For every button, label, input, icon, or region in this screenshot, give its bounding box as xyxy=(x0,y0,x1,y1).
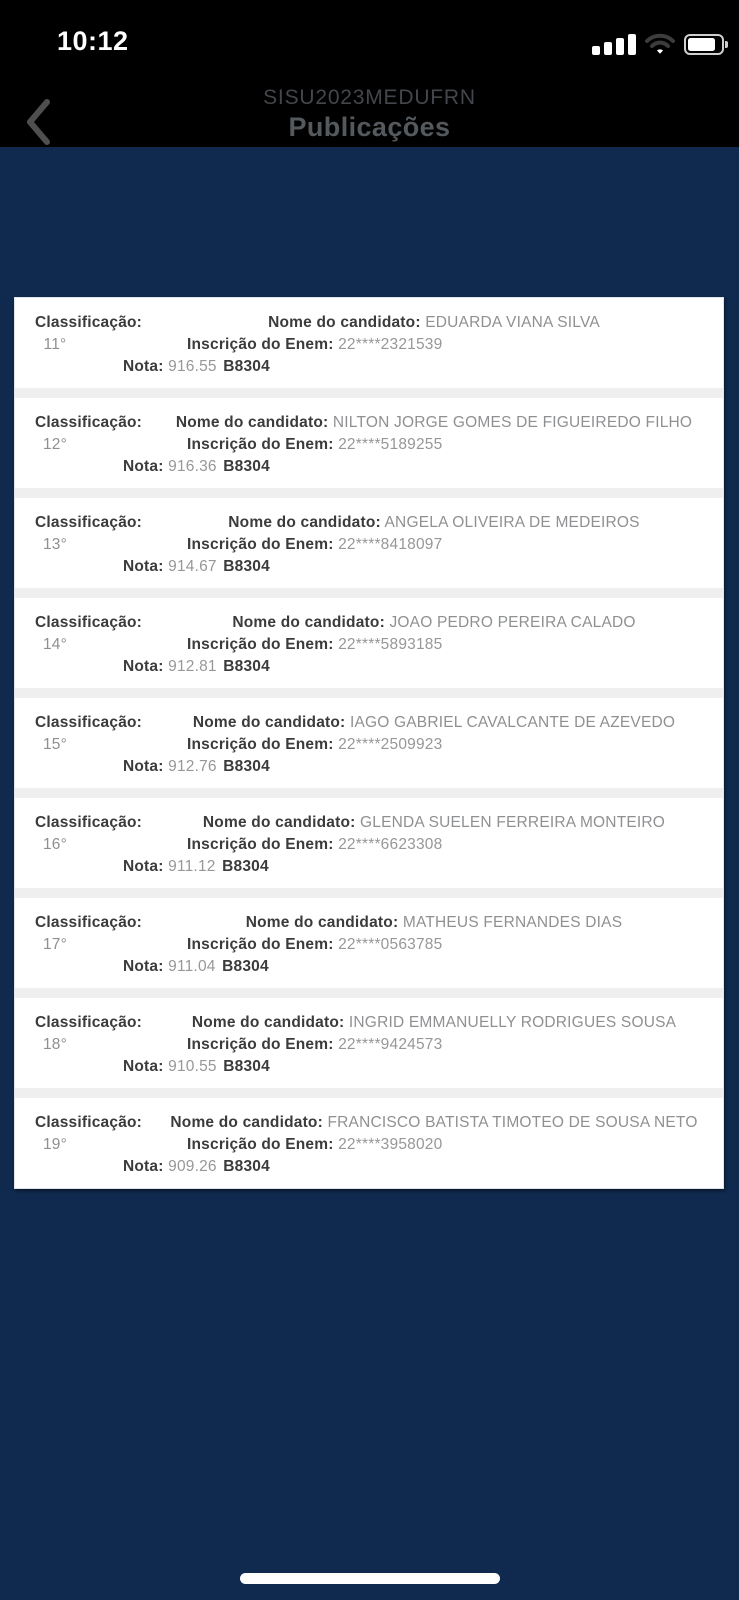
entry-separator xyxy=(15,1088,723,1098)
grade-value: 911.12 xyxy=(168,858,216,875)
entry-line-1 xyxy=(15,1112,723,1134)
candidate-name-value: IAGO GABRIEL CAVALCANTE DE AZEVEDO xyxy=(349,714,676,731)
candidate-name-label: Nome do candidato: xyxy=(268,314,421,331)
classification-label: Classificação: xyxy=(35,514,143,531)
entry-line-2 xyxy=(15,334,723,356)
classification-rank-value: 16° xyxy=(42,836,68,853)
candidate-name-value: GLENDA SUELEN FERREIRA MONTEIRO xyxy=(360,814,666,831)
entry-line-2 xyxy=(15,434,723,456)
entry-line-1 xyxy=(15,712,723,734)
candidate-entry xyxy=(15,398,723,488)
entry-line-2 xyxy=(15,1034,723,1056)
candidate-name-label: Nome do candidato: xyxy=(228,514,381,531)
grade-label: Nota: xyxy=(123,358,164,375)
cellular-signal-icon xyxy=(592,33,636,55)
grade-value: 911.04 xyxy=(168,958,216,975)
entry-separator xyxy=(15,388,723,398)
nav-titles xyxy=(0,80,739,143)
grade-value: 912.81 xyxy=(168,658,217,675)
enem-registration-label: Inscrição do Enem: xyxy=(187,336,334,353)
grade-value: 912.76 xyxy=(168,758,217,775)
wifi-icon xyxy=(645,33,675,55)
candidate-name-value: ANGELA OLIVEIRA DE MEDEIROS xyxy=(384,514,640,531)
entry-line-3 xyxy=(123,1156,723,1178)
enem-registration-label: Inscrição do Enem: xyxy=(187,1036,334,1053)
classification-label: Classificação: xyxy=(35,614,143,631)
navigation-header xyxy=(0,80,739,147)
classification-label: Classificação: xyxy=(35,1014,143,1031)
home-indicator[interactable] xyxy=(240,1573,500,1584)
grade-value: 916.55 xyxy=(168,358,217,375)
classification-rank-value: 12° xyxy=(42,436,68,453)
grade-label: Nota: xyxy=(123,858,164,875)
entry-separator xyxy=(15,788,723,798)
classification-label: Classificação: xyxy=(35,314,143,331)
candidate-name-label: Nome do candidato: xyxy=(192,714,346,731)
entry-line-2 xyxy=(15,1134,723,1156)
candidate-entry xyxy=(15,298,723,388)
course-code-value: B8304 xyxy=(222,958,269,975)
classification-label: Classificação: xyxy=(35,714,143,731)
top-header-area xyxy=(0,0,739,147)
enem-registration-group xyxy=(187,734,723,756)
entry-line-3 xyxy=(123,1056,723,1078)
classification-rank-value: 17° xyxy=(42,936,68,953)
candidate-name-label: Nome do candidato: xyxy=(175,414,329,431)
classification-label: Classificação: xyxy=(35,914,143,931)
grade-label: Nota: xyxy=(123,1058,164,1075)
entry-line-3 xyxy=(123,356,723,378)
grade-value: 909.26 xyxy=(168,1158,217,1175)
page-title: Publicações xyxy=(288,112,451,142)
course-code-value: B8304 xyxy=(223,758,270,775)
status-bar xyxy=(0,24,739,64)
entry-line-3 xyxy=(123,456,723,478)
grade-value: 910.55 xyxy=(168,1058,217,1075)
enem-registration-group xyxy=(187,934,723,956)
status-icons xyxy=(592,30,724,58)
enem-registration-value: 22****3958020 xyxy=(338,1136,443,1153)
entry-line-2 xyxy=(15,734,723,756)
course-code-value: B8304 xyxy=(223,458,270,475)
grade-label: Nota: xyxy=(123,658,164,675)
entry-line-1 xyxy=(15,612,723,634)
classification-rank-value: 13° xyxy=(42,536,68,553)
enem-registration-group xyxy=(187,334,723,356)
entry-line-3 xyxy=(123,556,723,578)
enem-registration-label: Inscrição do Enem: xyxy=(187,436,334,453)
enem-registration-group xyxy=(187,1034,723,1056)
enem-registration-group xyxy=(187,834,723,856)
entry-line-2 xyxy=(15,534,723,556)
candidate-name-label: Nome do candidato: xyxy=(202,814,356,831)
enem-registration-value: 22****6623308 xyxy=(338,836,443,853)
course-code-value: B8304 xyxy=(223,558,270,575)
candidate-entry xyxy=(15,898,723,988)
grade-label: Nota: xyxy=(123,558,164,575)
classification-rank-value: 11° xyxy=(43,336,67,353)
grade-label: Nota: xyxy=(123,758,164,775)
course-code-value: B8304 xyxy=(223,1158,270,1175)
battery-icon xyxy=(684,34,724,55)
entry-line-3 xyxy=(123,956,723,978)
enem-registration-value: 22****5189255 xyxy=(338,436,443,453)
classification-label: Classificação: xyxy=(35,1114,143,1131)
candidate-name-label: Nome do candidato: xyxy=(232,614,385,631)
course-code-value: B8304 xyxy=(222,858,269,875)
candidate-name-value: NILTON JORGE GOMES DE FIGUEIREDO FILHO xyxy=(332,414,693,431)
candidate-name-value: INGRID EMMANUELLY RODRIGUES SOUSA xyxy=(348,1014,677,1031)
entry-separator xyxy=(15,988,723,998)
entry-line-1 xyxy=(15,812,723,834)
candidate-entry xyxy=(15,598,723,688)
enem-registration-value: 22****0563785 xyxy=(338,936,443,953)
entry-separator xyxy=(15,888,723,898)
entry-line-1 xyxy=(15,912,723,934)
enem-registration-value: 22****8418097 xyxy=(338,536,443,553)
enem-registration-value: 22****5893185 xyxy=(338,636,443,653)
enem-registration-label: Inscrição do Enem: xyxy=(187,836,334,853)
status-time: 10:12 xyxy=(57,26,129,56)
enem-registration-value: 22****9424573 xyxy=(338,1036,443,1053)
entry-separator xyxy=(15,488,723,498)
enem-registration-label: Inscrição do Enem: xyxy=(187,936,334,953)
entry-separator xyxy=(15,588,723,598)
candidate-entry xyxy=(15,998,723,1088)
enem-registration-group xyxy=(187,634,723,656)
entry-separator xyxy=(15,688,723,698)
classification-rank-value: 18° xyxy=(42,1036,68,1053)
group-name: SISU2023MEDUFRN xyxy=(263,86,476,109)
entry-line-2 xyxy=(15,634,723,656)
enem-registration-group xyxy=(187,1134,723,1156)
entry-line-3 xyxy=(123,756,723,778)
entry-line-1 xyxy=(15,512,723,534)
entry-line-1 xyxy=(15,312,723,334)
classification-label: Classificação: xyxy=(35,414,143,431)
enem-registration-group xyxy=(187,434,723,456)
candidate-name-value: MATHEUS FERNANDES DIAS xyxy=(402,914,623,931)
classification-rank-value: 14° xyxy=(42,636,68,653)
enem-registration-group xyxy=(187,534,723,556)
candidate-name-label: Nome do candidato: xyxy=(170,1114,323,1131)
candidate-name-value: JOAO PEDRO PEREIRA CALADO xyxy=(389,614,636,631)
classification-label: Classificação: xyxy=(35,814,143,831)
candidate-name-value: EDUARDA VIANA SILVA xyxy=(425,314,600,331)
entry-line-3 xyxy=(123,656,723,678)
candidate-entry xyxy=(15,798,723,888)
entry-line-3 xyxy=(123,856,723,878)
candidate-name-label: Nome do candidato: xyxy=(245,914,399,931)
candidate-entry xyxy=(15,498,723,588)
enem-registration-label: Inscrição do Enem: xyxy=(187,1136,334,1153)
candidate-entry xyxy=(15,1098,723,1188)
page-content xyxy=(0,147,739,1189)
grade-label: Nota: xyxy=(123,958,164,975)
grade-label: Nota: xyxy=(123,458,164,475)
classification-rank-value: 15° xyxy=(42,736,68,753)
course-code-value: B8304 xyxy=(223,358,270,375)
course-code-value: B8304 xyxy=(223,1058,270,1075)
classification-rank-value: 19° xyxy=(42,1136,68,1153)
enem-registration-value: 22****2509923 xyxy=(338,736,443,753)
enem-registration-value: 22****2321539 xyxy=(338,336,443,353)
candidate-name-label: Nome do candidato: xyxy=(191,1014,345,1031)
grade-value: 914.67 xyxy=(168,558,217,575)
grade-value: 916.36 xyxy=(168,458,217,475)
enem-registration-label: Inscrição do Enem: xyxy=(187,736,334,753)
candidate-entry xyxy=(15,698,723,788)
enem-registration-label: Inscrição do Enem: xyxy=(187,536,334,553)
entry-line-2 xyxy=(15,934,723,956)
publications-list xyxy=(14,297,724,1189)
entry-line-2 xyxy=(15,834,723,856)
enem-registration-label: Inscrição do Enem: xyxy=(187,636,334,653)
entry-line-1 xyxy=(15,1012,723,1034)
candidate-name-value: FRANCISCO BATISTA TIMOTEO DE SOUSA NETO xyxy=(327,1114,698,1131)
entry-line-1 xyxy=(15,412,723,434)
course-code-value: B8304 xyxy=(223,658,270,675)
grade-label: Nota: xyxy=(123,1158,164,1175)
